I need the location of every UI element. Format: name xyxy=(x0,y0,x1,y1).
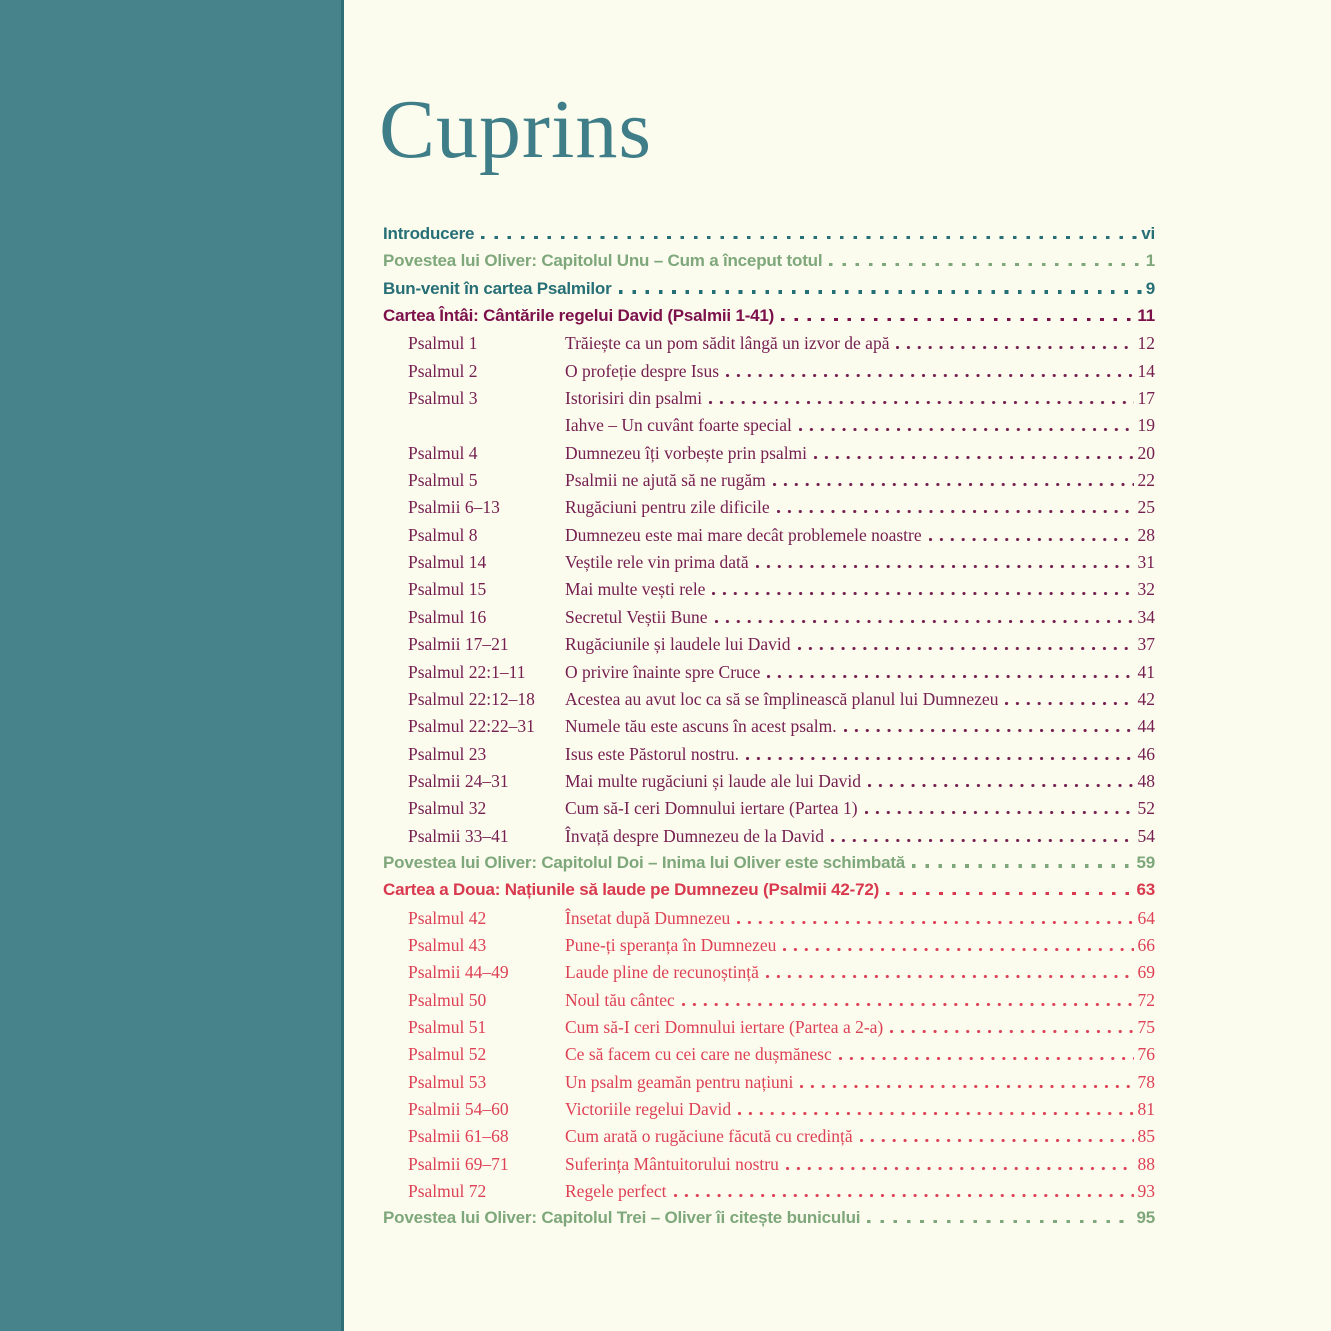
toc-item-title: Mai multe rugăciuni și laude ale lui David xyxy=(565,770,861,791)
psalm-ref: Psalmul 51 xyxy=(408,1016,487,1037)
psalm-ref: Psalmul 14 xyxy=(408,552,487,573)
toc-item-title: Învață despre Dumnezeu de la David xyxy=(565,825,824,846)
page-number: 63 xyxy=(1136,880,1155,900)
page-number: 1 xyxy=(1145,251,1155,271)
page-number: 12 xyxy=(1137,333,1155,354)
page-number: 66 xyxy=(1137,934,1155,955)
dot-leader xyxy=(829,263,1141,267)
toc-entry-row xyxy=(383,579,1155,606)
page-number: 72 xyxy=(1137,989,1155,1010)
toc-item-title: Regele perfect xyxy=(565,1181,667,1202)
dot-leader xyxy=(738,1112,1133,1115)
toc-item-title: Victoriile regelui David xyxy=(565,1099,732,1119)
dot-leader xyxy=(737,921,1133,924)
psalm-ref: Psalmul 1 xyxy=(408,333,478,354)
toc-entry-row xyxy=(383,771,1155,798)
psalm-ref: Psalmii 44–49 xyxy=(408,962,509,983)
toc-entry-row xyxy=(383,1044,1155,1071)
toc-entry-row xyxy=(383,525,1155,552)
dot-leader xyxy=(766,975,1134,978)
toc-entry-row xyxy=(383,552,1155,579)
psalm-ref: Psalmul 2 xyxy=(408,360,478,381)
toc-entry-row xyxy=(383,962,1155,989)
page-number: 37 xyxy=(1137,634,1155,655)
psalm-ref: Psalmul 23 xyxy=(408,743,487,764)
page-number: 25 xyxy=(1137,497,1155,518)
dot-leader xyxy=(682,1003,1134,1006)
page-number: 19 xyxy=(1137,415,1155,436)
dot-leader xyxy=(868,784,1134,787)
toc-entry-row xyxy=(383,470,1155,497)
toc-entry-row xyxy=(383,716,1155,743)
toc-item-title: Suferința Mântuitorului nostru xyxy=(565,1153,779,1174)
toc-entry-row xyxy=(383,415,1155,442)
dot-leader xyxy=(783,948,1133,951)
toc-item-title: O privire înainte spre Cruce xyxy=(565,661,761,682)
toc-entry-row xyxy=(383,908,1155,935)
psalm-ref: Psalmul 50 xyxy=(408,989,487,1010)
psalm-ref: Psalmii 24–31 xyxy=(408,770,509,791)
left-color-band xyxy=(0,0,344,1331)
toc-item-title: Povestea lui Oliver: Capitolul Doi – Inima lui Oliver este schimbată xyxy=(383,852,906,872)
page-number: 20 xyxy=(1137,442,1155,463)
page-number: 41 xyxy=(1137,661,1155,682)
psalm-ref: Psalmii 33–41 xyxy=(408,825,509,846)
psalm-ref: Psalmii 54–60 xyxy=(408,1099,509,1119)
dot-leader xyxy=(715,620,1134,623)
page-number: 11 xyxy=(1137,306,1155,326)
dot-leader xyxy=(798,647,1134,650)
dot-leader xyxy=(709,401,1133,404)
toc-entry-row xyxy=(383,634,1155,661)
toc-entry-row xyxy=(383,333,1155,360)
toc-heading-row xyxy=(383,880,1155,907)
psalm-ref: Psalmul 22:22–31 xyxy=(408,716,535,737)
toc-item-title: Secretul Veștii Bune xyxy=(565,606,708,627)
dot-leader xyxy=(1005,702,1133,705)
page-number: 42 xyxy=(1137,688,1155,709)
toc-item-title: Cartea a Doua: Națiunile să laude pe Dumnezeu (Psalmii 42-72) xyxy=(383,880,880,900)
dot-leader xyxy=(781,318,1133,322)
toc-entry-row xyxy=(383,1181,1155,1208)
toc-item-title: Iahve – Un cuvânt foarte special xyxy=(565,415,792,436)
toc-item-title: Cum să-I ceri Domnului iertare (Partea 1) xyxy=(565,798,858,819)
toc-item-title: Mai multe vești rele xyxy=(565,579,706,600)
psalm-ref: Psalmul 53 xyxy=(408,1071,487,1092)
toc-item-title: Dumnezeu îți vorbește prin psalmi xyxy=(565,442,808,463)
page-number: 93 xyxy=(1137,1181,1155,1202)
dot-leader xyxy=(712,592,1133,595)
page-number: 78 xyxy=(1137,1071,1155,1092)
toc-entry-row xyxy=(383,443,1155,470)
toc-item-title: Noul tău cântec xyxy=(565,989,675,1010)
toc-item-title: Acestea au avut loc ca să se împlinească planul lui Dumnezeu xyxy=(565,688,999,709)
toc-entry-row xyxy=(383,826,1155,853)
toc-entry-row xyxy=(383,497,1155,524)
dot-leader xyxy=(912,864,1132,868)
toc-entry-row xyxy=(383,1017,1155,1044)
page-number: 59 xyxy=(1136,852,1155,872)
dot-leader xyxy=(800,1085,1133,1088)
toc-item-title: Povestea lui Oliver: Capitolul Trei – Oliver îi citește bunicului xyxy=(383,1208,861,1228)
dot-leader xyxy=(896,346,1133,349)
psalm-ref: Psalmul 8 xyxy=(408,524,478,545)
dot-leader xyxy=(674,1194,1134,1197)
psalm-ref: Psalmii 69–71 xyxy=(408,1153,509,1174)
toc-item-title: Veștile rele vin prima dată xyxy=(565,552,749,573)
psalm-ref: Psalmul 32 xyxy=(408,798,487,819)
psalm-ref: Psalmul 15 xyxy=(408,579,487,600)
toc-entry-row xyxy=(383,607,1155,634)
page-number: 31 xyxy=(1137,552,1155,573)
toc-entry-row xyxy=(383,689,1155,716)
dot-leader xyxy=(786,1167,1134,1170)
psalm-ref: Psalmul 4 xyxy=(408,442,478,463)
page-title: Cuprins xyxy=(379,83,653,176)
toc-item-title: Trăiește ca un pom sădit lângă un izvor de apă xyxy=(565,333,890,354)
toc-item-title: Povestea lui Oliver: Capitolul Unu – Cum a început totul xyxy=(383,251,823,271)
dot-leader xyxy=(799,428,1134,431)
page-number: 64 xyxy=(1137,907,1155,928)
dot-leader xyxy=(814,456,1133,459)
toc-entry-row xyxy=(383,1126,1155,1153)
psalm-ref: Psalmul 22:12–18 xyxy=(408,688,535,709)
toc-item-title: Cum să-I ceri Domnului iertare (Partea a 2-a) xyxy=(565,1016,884,1037)
dot-leader xyxy=(726,374,1133,377)
page-number: 34 xyxy=(1137,606,1155,627)
toc-item-title: Însetat după Dumnezeu xyxy=(565,907,731,928)
toc-item-title: Cum arată o rugăciune făcută cu credință xyxy=(565,1126,853,1147)
dot-leader xyxy=(756,565,1134,568)
toc-item-title: Bun-venit în cartea Psalmilor xyxy=(383,278,612,298)
dot-leader xyxy=(867,1220,1132,1224)
toc-heading-row xyxy=(383,853,1155,880)
psalm-ref: Psalmii 61–68 xyxy=(408,1126,509,1147)
toc-item-title: Cartea Întâi: Cântările regelui David (Psalmii 1-41) xyxy=(383,306,775,326)
toc-entry-row xyxy=(383,990,1155,1017)
page-number: 17 xyxy=(1137,388,1155,409)
psalm-ref: Psalmul 52 xyxy=(408,1044,487,1065)
dot-leader xyxy=(481,236,1137,240)
table-of-contents xyxy=(383,224,1155,1236)
dot-leader xyxy=(890,1030,1133,1033)
dot-leader xyxy=(619,290,1142,294)
toc-heading-row xyxy=(383,306,1155,333)
dot-leader xyxy=(839,1057,1134,1060)
dot-leader xyxy=(746,757,1133,760)
psalm-ref: Psalmul 5 xyxy=(408,470,478,491)
toc-heading-row xyxy=(383,279,1155,306)
dot-leader xyxy=(860,1139,1134,1142)
toc-entry-row xyxy=(383,1072,1155,1099)
page-number: 69 xyxy=(1137,962,1155,983)
psalm-ref: Psalmii 6–13 xyxy=(408,497,500,518)
psalm-ref: Psalmii 17–21 xyxy=(408,634,509,655)
page-number: 88 xyxy=(1137,1153,1155,1174)
page-number: 46 xyxy=(1137,743,1155,764)
toc-item-title: Isus este Păstorul nostru. xyxy=(565,743,740,764)
page-number: 81 xyxy=(1137,1099,1155,1119)
psalm-ref: Psalmul 3 xyxy=(408,388,478,409)
dot-leader xyxy=(767,675,1133,678)
toc-item-title: Un psalm geamăn pentru națiuni xyxy=(565,1071,794,1092)
psalm-ref: Psalmul 16 xyxy=(408,606,487,627)
toc-entry-row xyxy=(383,662,1155,689)
toc-item-title: Dumnezeu este mai mare decât problemele noastre xyxy=(565,524,922,545)
toc-item-title: Pune-ți speranța în Dumnezeu xyxy=(565,934,777,955)
toc-entry-row xyxy=(383,1099,1155,1126)
page-number: 54 xyxy=(1137,825,1155,846)
dot-leader xyxy=(886,892,1132,896)
page-number: 14 xyxy=(1137,360,1155,381)
dot-leader xyxy=(929,538,1134,541)
page-number: 85 xyxy=(1137,1126,1155,1147)
psalm-ref: Psalmul 42 xyxy=(408,907,487,928)
toc-heading-row xyxy=(383,1208,1155,1235)
toc-entry-row xyxy=(383,1154,1155,1181)
dot-leader xyxy=(865,811,1134,814)
page-number: 22 xyxy=(1137,470,1155,491)
page-number: 44 xyxy=(1137,716,1155,737)
page-number: 32 xyxy=(1137,579,1155,600)
toc-item-title: Rugăciunile și laudele lui David xyxy=(565,634,791,655)
toc-item-title: O profeție despre Isus xyxy=(565,360,720,381)
page-number: 9 xyxy=(1145,278,1155,298)
toc-item-title: Introducere xyxy=(383,224,475,243)
page-number: 48 xyxy=(1137,770,1155,791)
toc-item-title: Laude pline de recunoștință xyxy=(565,962,759,983)
toc-entry-row xyxy=(383,744,1155,771)
dot-leader xyxy=(777,510,1134,513)
dot-leader xyxy=(844,729,1134,732)
toc-entry-row xyxy=(383,361,1155,388)
toc-entry-row xyxy=(383,388,1155,415)
page-number: 75 xyxy=(1137,1016,1155,1037)
toc-item-title: Rugăciuni pentru zile dificile xyxy=(565,497,770,518)
page-number: vi xyxy=(1141,224,1155,243)
page-number: 28 xyxy=(1137,524,1155,545)
toc-heading-row xyxy=(383,224,1155,251)
dot-leader xyxy=(773,483,1134,486)
page-number: 52 xyxy=(1137,798,1155,819)
toc-item-title: Psalmii ne ajută să ne rugăm xyxy=(565,470,766,491)
toc-item-title: Istorisiri din psalmi xyxy=(565,388,703,409)
psalm-ref: Psalmul 43 xyxy=(408,934,487,955)
psalm-ref: Psalmul 72 xyxy=(408,1181,487,1202)
page-number: 76 xyxy=(1137,1044,1155,1065)
toc-heading-row xyxy=(383,251,1155,278)
toc-entry-row xyxy=(383,798,1155,825)
psalm-ref: Psalmul 22:1–11 xyxy=(408,661,526,682)
dot-leader xyxy=(831,839,1134,842)
toc-item-title: Ce să facem cu cei care ne dușmănesc xyxy=(565,1044,832,1065)
page-number: 95 xyxy=(1136,1208,1155,1228)
toc-item-title: Numele tău este ascuns în acest psalm. xyxy=(565,716,837,737)
toc-entry-row xyxy=(383,935,1155,962)
